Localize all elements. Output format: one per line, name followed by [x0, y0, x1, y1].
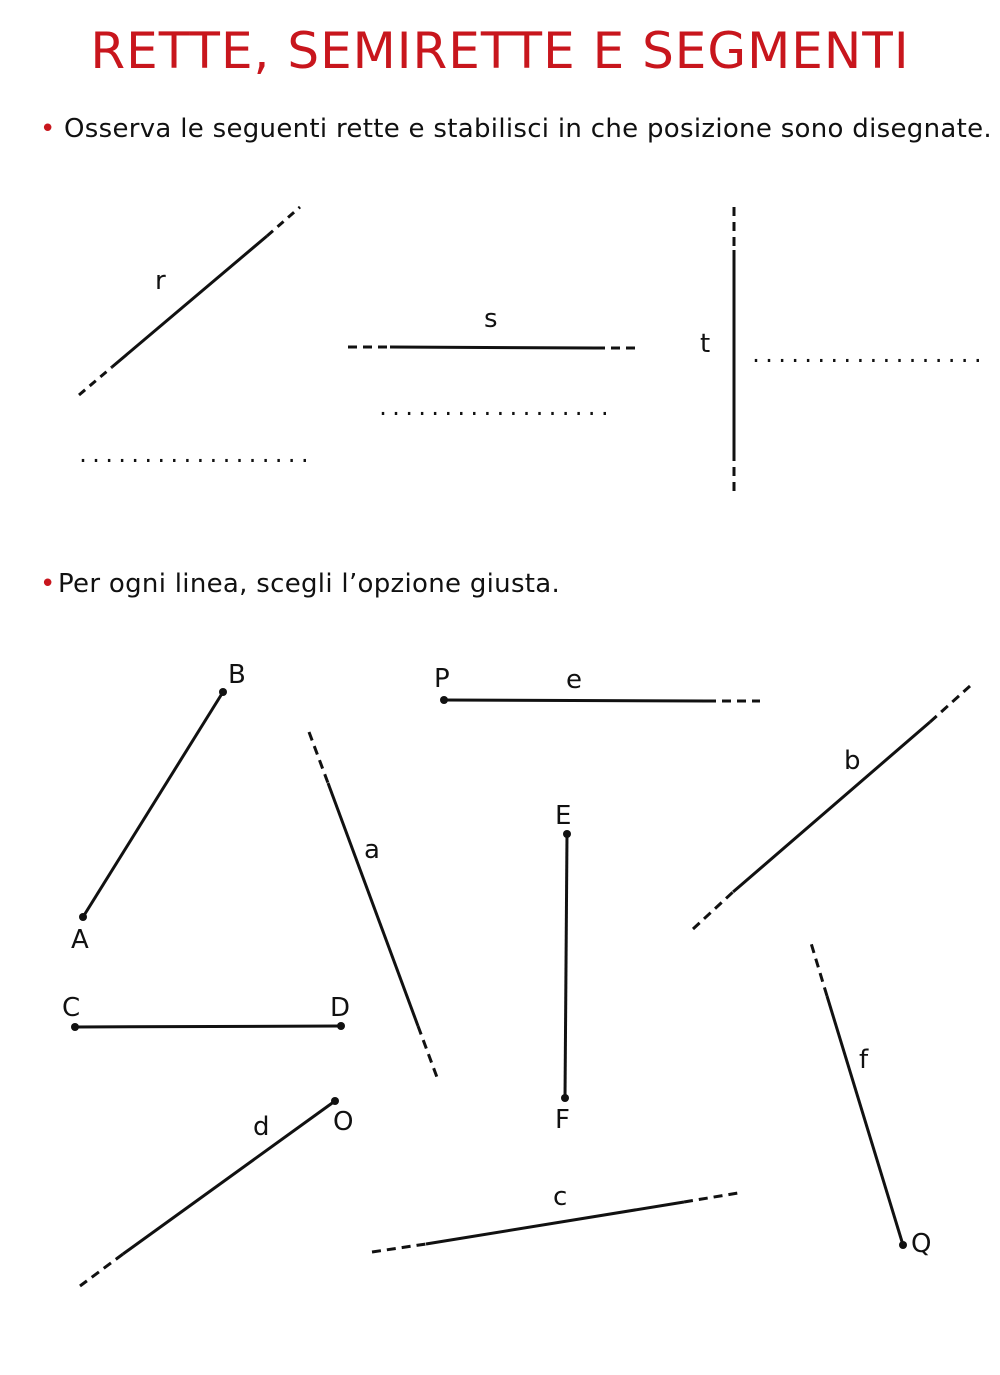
ray-d [80, 1101, 335, 1286]
label-line-a: a [364, 835, 380, 865]
ray-f [811, 943, 903, 1245]
answer-blank-r[interactable]: .................. [77, 443, 312, 467]
label-line-d: d [253, 1112, 270, 1142]
point-e [563, 830, 571, 838]
point-b [219, 688, 227, 696]
label-line-f: f [859, 1045, 869, 1075]
label-point-a: A [71, 925, 89, 955]
instruction-1-text: Osserva le seguenti rette e stabilisci in che posizione sono disegnate. [64, 114, 992, 144]
point-p [440, 696, 448, 704]
page-title: RETTE, SEMIRETTE E SEGMENTI [90, 22, 910, 80]
segment-cd [75, 1026, 341, 1027]
label-r: r [155, 266, 166, 296]
instruction-2-text: Per ogni linea, scegli l’opzione giusta. [58, 569, 561, 599]
point-a [79, 913, 87, 921]
label-s: s [484, 304, 498, 334]
point-d [337, 1022, 345, 1030]
label-point-o: O [333, 1107, 354, 1137]
label-point-b: B [228, 660, 246, 690]
label-point-p: P [434, 664, 450, 694]
label-point-f: F [555, 1105, 570, 1135]
ray-e [444, 700, 760, 701]
bullet: • [40, 569, 56, 599]
label-point-d: D [330, 993, 351, 1023]
label-line-b: b [844, 746, 861, 776]
line-s [348, 347, 640, 348]
label-point-c: C [62, 993, 81, 1023]
label-line-c: c [553, 1182, 568, 1212]
point-o [331, 1097, 339, 1105]
point-f [561, 1094, 569, 1102]
point-q [899, 1241, 907, 1249]
answer-blank-t[interactable]: .................. [750, 343, 985, 367]
segment-ef [565, 834, 567, 1098]
line-r [79, 207, 300, 395]
answer-blank-s[interactable]: .................. [377, 396, 612, 420]
line-a [309, 732, 438, 1080]
point-c [71, 1023, 79, 1031]
label-point-q: Q [911, 1229, 932, 1259]
line-b [693, 686, 970, 929]
label-line-e: e [566, 665, 582, 695]
segment-ab [83, 692, 223, 917]
label-t: t [700, 329, 711, 359]
label-point-e: E [555, 801, 572, 831]
bullet: • [40, 114, 56, 144]
